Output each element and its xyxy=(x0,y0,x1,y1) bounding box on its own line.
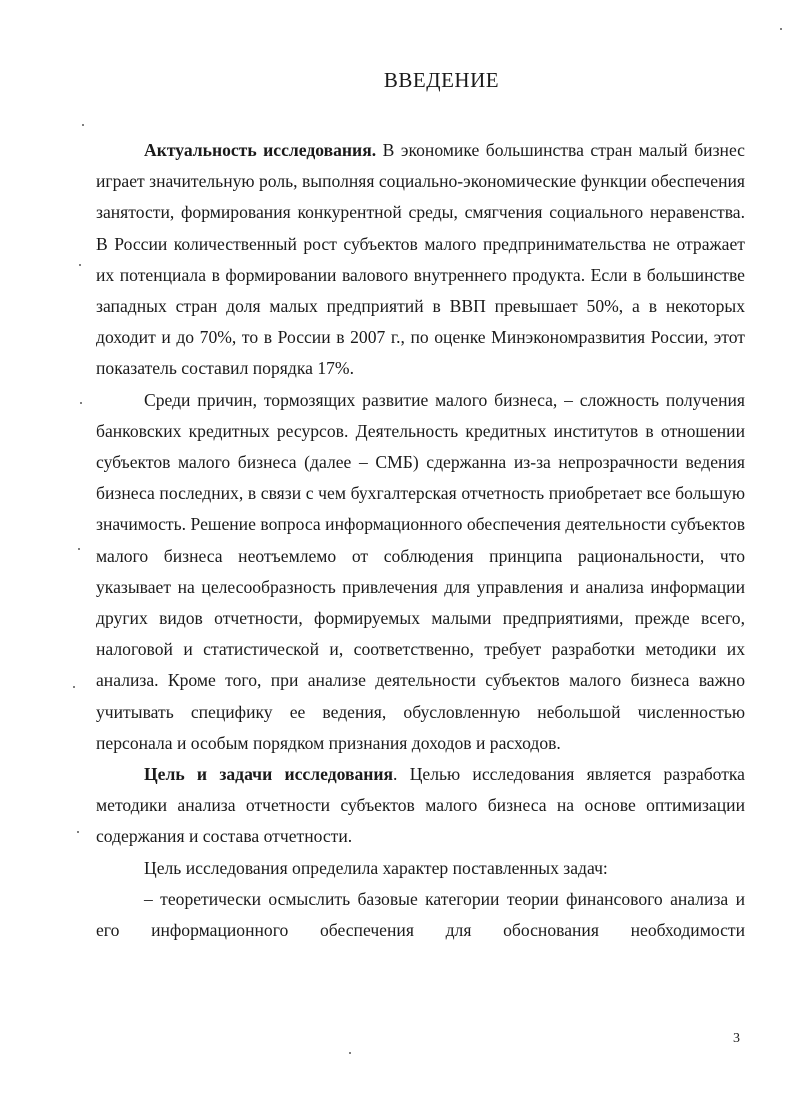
page-title: ВВЕДЕНИЕ xyxy=(383,68,500,92)
tasks-intro-text: Цель исследования определила характер поставленных задач: xyxy=(144,857,608,878)
scan-speck xyxy=(349,1052,351,1054)
scan-speck xyxy=(79,264,81,266)
paragraph-goal xyxy=(96,759,745,853)
scan-speck xyxy=(82,124,84,126)
page-number: 3 xyxy=(733,1031,740,1046)
scan-speck xyxy=(73,686,75,688)
task-1-text: – теоретически осмыслить базовые категории теории финансового анализа и его информационного обеспечения для обоснования необходимости xyxy=(96,888,745,941)
relevance-text: В экономике большинства стран малый бизнес играет значительную роль, выполняя социально-экономические функции обеспечения занятости, формирования конкурентной среды, смягчения социального неравенства. В России количественный рост субъектов малого предпринимательства не отражает их потенциала в формировании валового внутреннего продукта. Если в большинстве западных стран доля малых предприятий в ВВП превышает 50%, а в некоторых доходит и до 70%, то в России в 2007 г., по оценке Минэкономразвития России, этот показатель составил порядка 17%. xyxy=(96,140,745,379)
paragraph-relevance xyxy=(96,135,745,385)
scan-speck xyxy=(78,548,80,550)
reasons-text: Среди причин, тормозящих развитие малого бизнеса, – сложность получения банковских кредитных ресурсов. Деятельность кредитных институтов в отношении субъектов малого бизнеса (далее – СМБ) сдержанна из-за непрозрачности ведения бизнеса последних, в связи с чем бухгалтерская отчетность приобретает все большую значимость. Решение вопроса информационного обеспечения деятельности субъектов малого бизнеса неотъемлемо от соблюдения принципа рациональности, что указывает на целесообразность привлечения для управления и анализа информации других видов отчетности, формируемых малыми предприятиями, прежде всего, налоговой и статистической и, соответственно, требует разработки методики их анализа. Кроме того, при анализе деятельности субъектов малого бизнеса важно учитывать специфику ее ведения, обусловленную небольшой численностью персонала и особым порядком признания доходов и расходов. xyxy=(96,389,745,753)
paragraph-tasks-intro xyxy=(96,853,745,884)
list-item-task-1 xyxy=(96,884,745,946)
goal-text: . Целью исследования является разработка методики анализа отчетности субъектов малого бизнеса на основе оптимизации содержания и состава отчетности. xyxy=(96,764,745,847)
document-body xyxy=(96,135,745,946)
goal-heading: Цель и задачи исследования xyxy=(144,764,394,785)
relevance-heading: Актуальность исследования. xyxy=(144,140,377,160)
scan-speck xyxy=(77,831,79,833)
scan-speck xyxy=(780,28,782,30)
paragraph-reasons xyxy=(96,385,745,759)
scan-speck xyxy=(80,402,82,404)
